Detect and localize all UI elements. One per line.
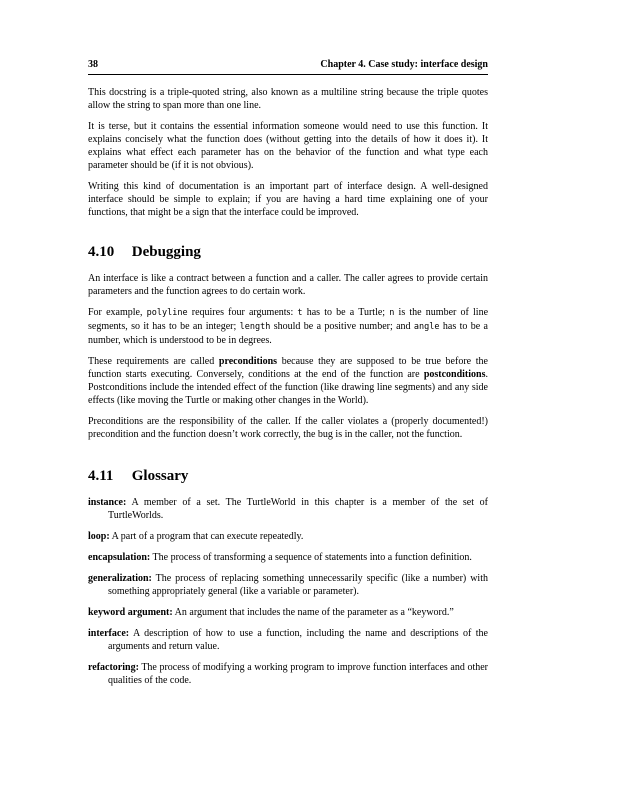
debugging-paragraph-2: For example, polyline requires four arguments: t has to be a Turtle; n is the number of line segments, so it has to be an integer; length should be a positive number; and angle has to be a number, which is understood to be in degrees. (88, 307, 489, 346)
glossary-term: instance: (88, 497, 127, 508)
glossary-entry (88, 661, 488, 687)
intro-paragraph-1: This docstring is a triple-quoted string, also known as a multiline string because the triple quotes allow the string to span more than one line. (88, 87, 488, 111)
section-title: Debugging (131, 244, 201, 260)
glossary-term: refactoring: (88, 662, 139, 673)
code-n: n (389, 308, 395, 318)
glossary-term: interface: (88, 628, 130, 639)
glossary-entry (88, 496, 488, 522)
glossary-entry (88, 606, 488, 619)
glossary-definition: An argument that includes the name of the parameter as a “keyword.” (172, 607, 454, 618)
chapter-title: Chapter 4. Case study: interface design (320, 59, 488, 70)
glossary-definition: The process of modifying a working program to improve function interfaces and other qualities of the code. (108, 662, 488, 686)
glossary-entry (88, 530, 488, 543)
code-angle: angle (413, 322, 440, 332)
page-body (88, 86, 488, 695)
code-t: t (297, 308, 303, 318)
intro-paragraph-3: Writing this kind of documentation is an important part of interface design. A well-designed interface should be simple to explain; if you are having a hard time explaining one of your functions, that might be a sign that the interface could be improved. (88, 181, 488, 218)
debugging-paragraph-4: Preconditions are the responsibility of the caller. If the caller violates a (properly documented!) precondition and the function doesn’t work correctly, the bug is in the caller, not the function. (88, 416, 488, 440)
glossary-definition: The process of replacing something unnecessarily specific (like a number) with something appropriately general (like a variable or parameter). (108, 573, 488, 597)
term-postconditions: postconditions (423, 369, 486, 380)
glossary-term: keyword argument: (88, 607, 173, 618)
glossary-definition: A part of a program that can execute repeatedly. (109, 531, 304, 542)
page-header (88, 58, 488, 75)
glossary-entry (88, 572, 488, 598)
section-number: 4.10 (88, 244, 115, 260)
code-polyline: polyline (146, 308, 188, 318)
intro-paragraph-2: It is terse, but it contains the essential information someone would need to use this function. It explains concisely what the function does (without getting into the details of how it does it). It explains what effect each parameter has on the behavior of the function and what type each parameter should be (if it is not obvious). (88, 121, 488, 171)
section-heading-debugging (88, 243, 488, 261)
section-number: 4.11 (88, 468, 114, 484)
code-length: length (239, 322, 271, 332)
glossary-entry (88, 627, 488, 653)
page-number: 38 (88, 59, 98, 70)
glossary-definition: The process of transforming a sequence of statements into a function definition. (150, 552, 472, 563)
glossary-entry (88, 551, 488, 564)
glossary-definition: A member of a set. The TurtleWorld in this chapter is a member of the set of TurtleWorlds. (108, 497, 488, 521)
term-preconditions: preconditions (218, 356, 278, 367)
debugging-paragraph-1: An interface is like a contract between a function and a caller. The caller agrees to provide certain parameters and the function agrees to do certain work. (88, 273, 488, 297)
glossary-term: encapsulation: (88, 552, 151, 563)
section-heading-glossary (88, 467, 488, 485)
glossary-definition: A description of how to use a function, including the name and descriptions of the arguments and return value. (108, 628, 488, 652)
debugging-paragraph-3: These requirements are called preconditions because they are supposed to be true before the function starts executing. Conversely, conditions at the end of the function are postconditions. Postconditions include the intended effect of the function (like drawing line segments) and any side effects (like moving the Turtle or making other changes in the World). (88, 356, 488, 406)
glossary-term: generalization: (88, 573, 152, 584)
glossary-term: loop: (88, 531, 110, 542)
section-title: Glossary (131, 468, 189, 484)
